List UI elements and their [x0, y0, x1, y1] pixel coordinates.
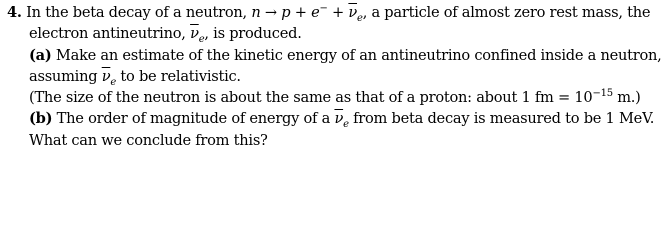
line4-text: assuming — [29, 67, 102, 85]
question-text: What can we conclude from this? — [29, 131, 268, 149]
line2-text: electron antineutrino, — [29, 25, 191, 43]
fm-exponent: −15 — [592, 88, 613, 100]
part-a-line-2 — [7, 66, 667, 87]
reaction-electron-charge: − — [319, 3, 328, 15]
part-a-line-1 — [7, 45, 667, 66]
line2-text-end: , is produced. — [204, 25, 302, 43]
antineutrino-symbol-2-sub: e — [110, 76, 117, 88]
intro-text: In the beta decay of a neutron, — [21, 4, 252, 21]
problem-text — [7, 2, 667, 151]
antineutrino-symbol: $\overline{\nu}$ — [190, 25, 199, 43]
line5-text: (The size of the neutron is about the same as that of a proton: about 1 fm = 10 — [29, 89, 593, 107]
part-a-line-3 — [7, 87, 667, 108]
reaction-electron: e — [311, 4, 320, 21]
line4-text-end: to be relativistic. — [116, 67, 241, 85]
problem-line-2 — [7, 23, 667, 44]
intro-text-end: , a particle of almost zero rest mass, the — [362, 4, 651, 21]
reaction-neutron: n — [251, 4, 261, 21]
reaction-plus-2: + — [327, 4, 349, 21]
reaction-antineutrino-sub: e — [357, 12, 363, 24]
part-b-text-end: from beta decay is measured to be 1 MeV. — [348, 110, 655, 128]
antineutrino-symbol-3-sub: e — [343, 119, 349, 131]
reaction-proton: p — [281, 4, 291, 21]
line5-text-end: m.) — [612, 89, 641, 107]
reaction-arrow: → — [260, 4, 282, 21]
antineutrino-symbol-3: $\overline{\nu}$ — [334, 110, 344, 128]
problem-number: 4. — [7, 4, 22, 21]
antineutrino-symbol-2: $\overline{\nu}$ — [101, 67, 111, 85]
part-b-text: The order of magnitude of energy of a — [52, 110, 335, 128]
part-b-line-1 — [7, 108, 667, 129]
antineutrino-symbol-sub: e — [198, 34, 205, 46]
part-b-line-2 — [7, 130, 667, 151]
part-b-label: (b) — [29, 110, 53, 128]
part-a-label: (a) — [29, 46, 52, 64]
problem-line-1 — [7, 2, 667, 23]
reaction-plus-1: + — [290, 4, 312, 21]
part-a-text: Make an estimate of the kinetic energy of an antineutrino confined inside a neutron, — [51, 46, 662, 64]
reaction-antineutrino: $\overline{\nu}$ — [348, 4, 358, 21]
